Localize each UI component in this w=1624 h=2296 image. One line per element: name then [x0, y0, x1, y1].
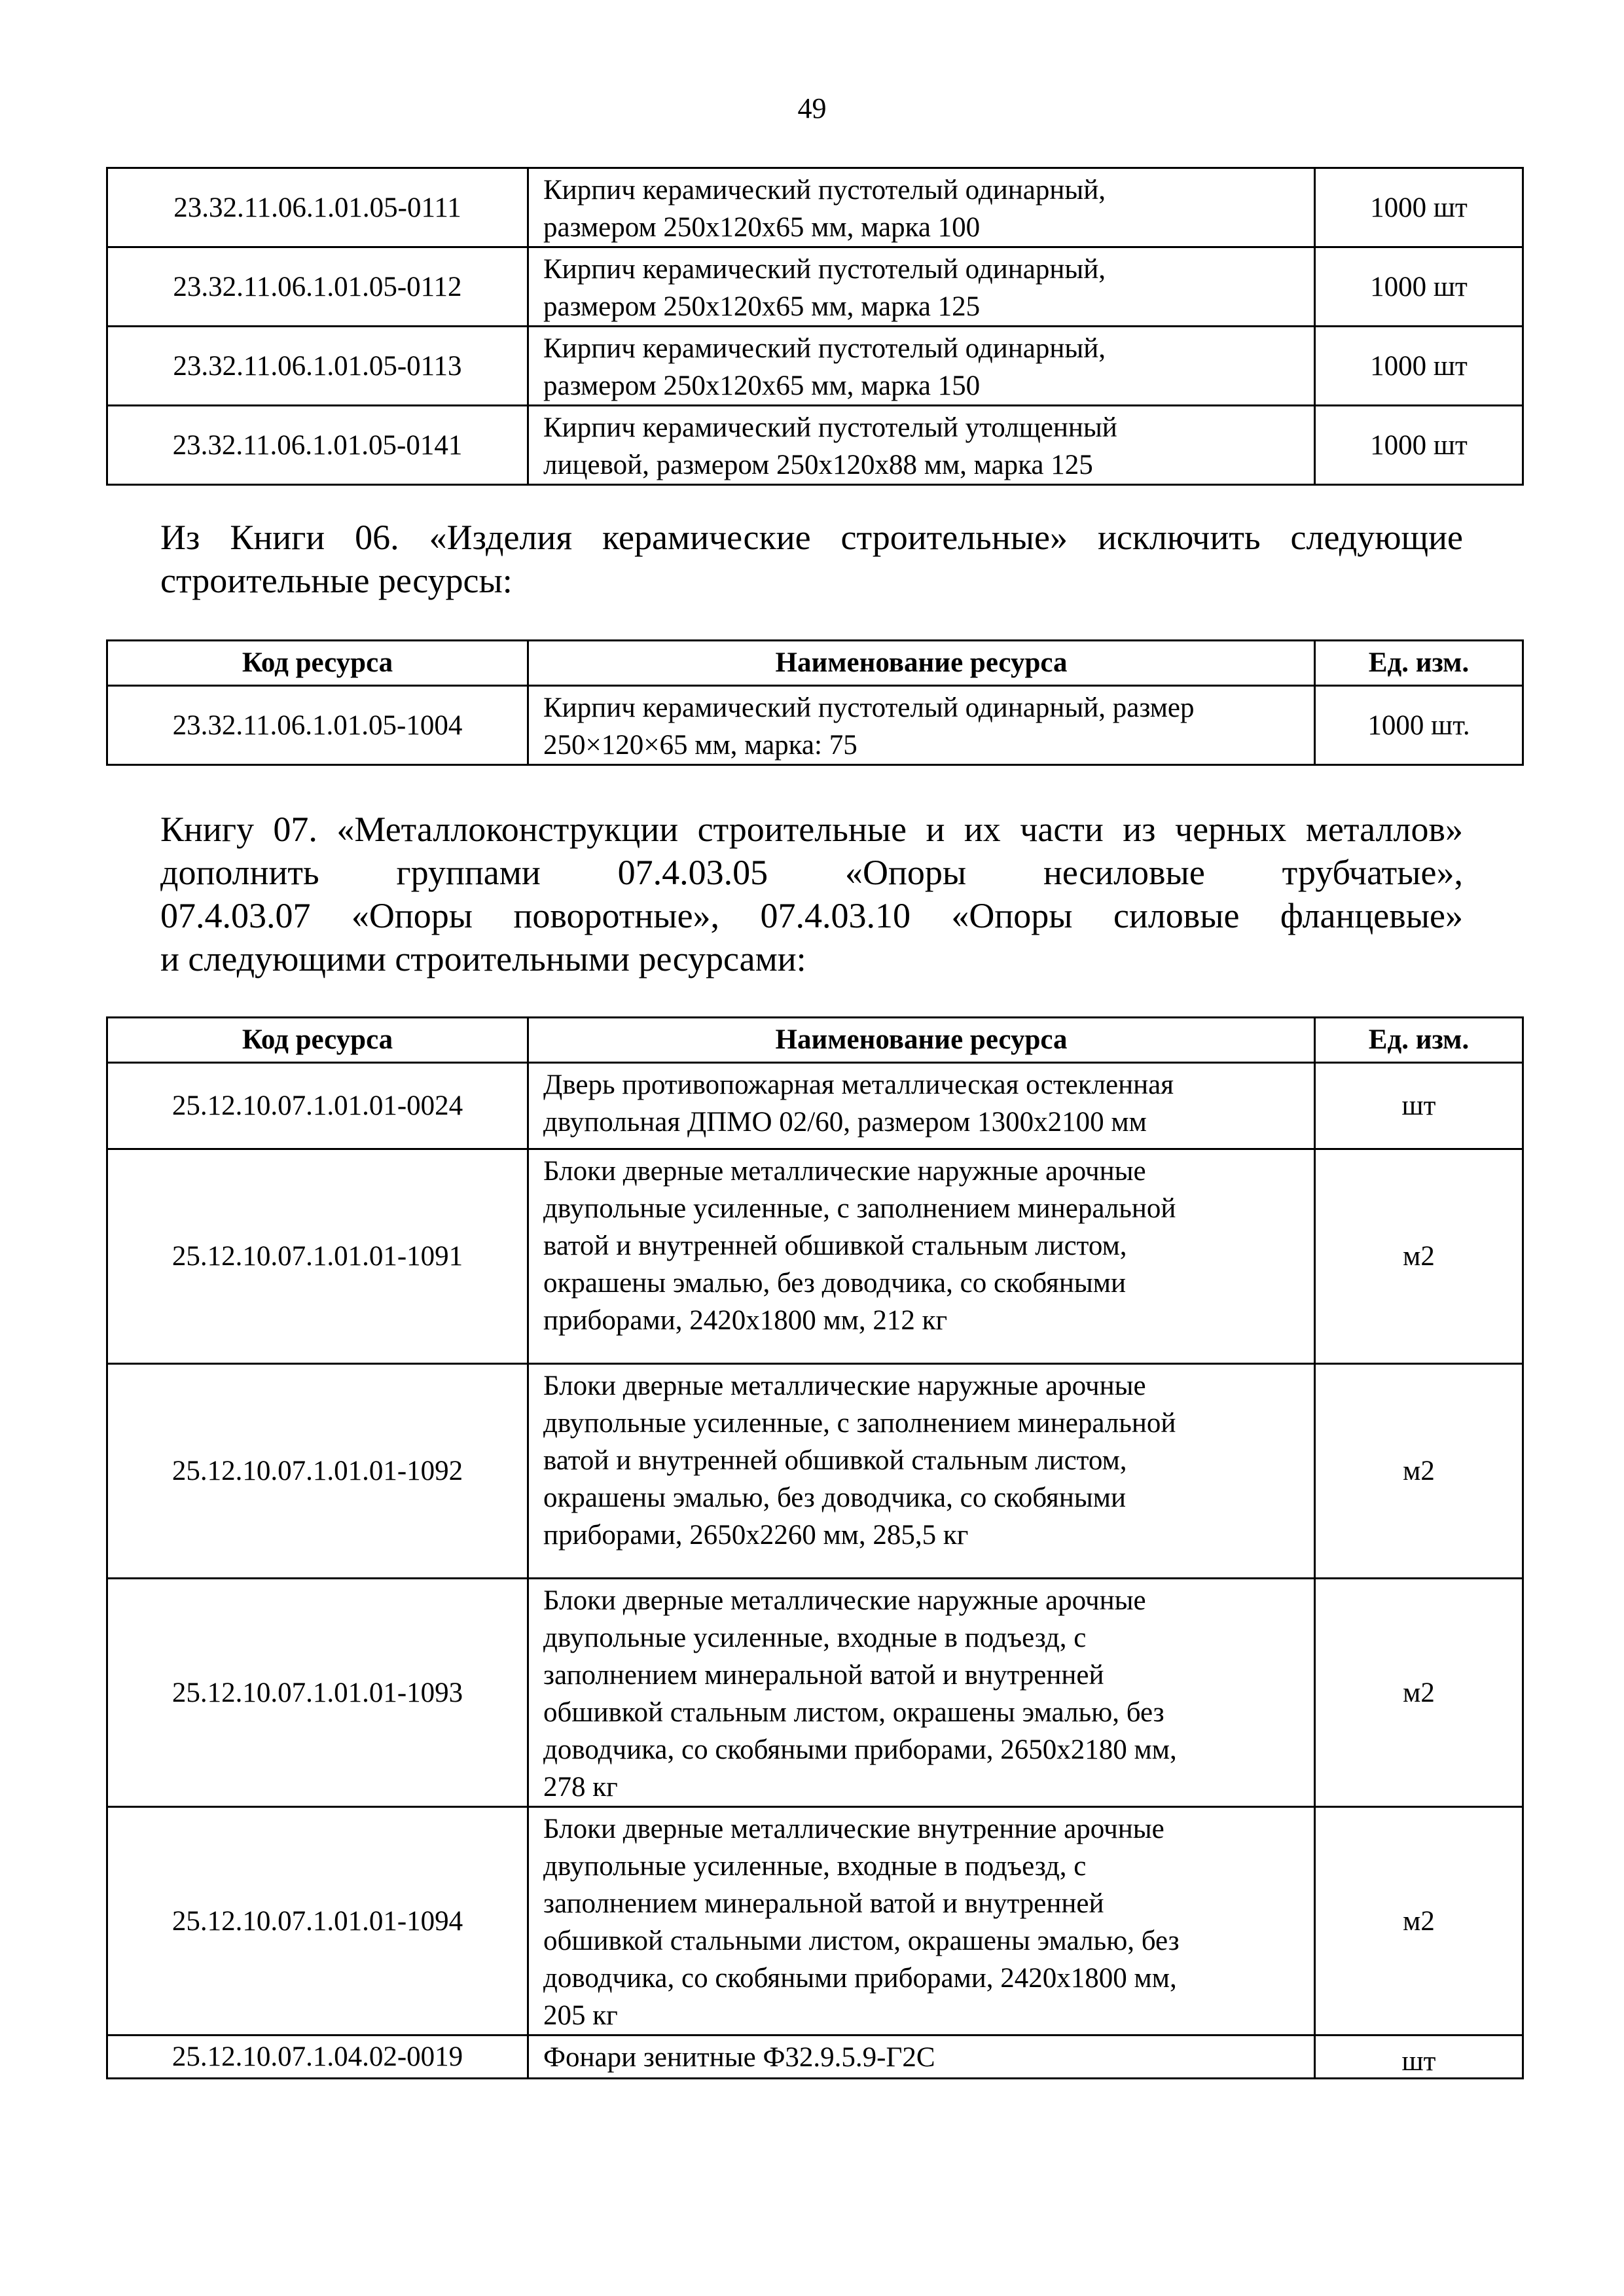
- paragraph-line: строительные ресурсы:: [160, 561, 513, 600]
- resource-name: Кирпич керамический пустотелый одинарный, размер 250×120×65 мм, марка: 75: [528, 686, 1315, 765]
- resource-name: Блоки дверные металлические наружные арочные двупольные усиленные, с заполнением минеральной ватой и внутренней обшивкой стальным листом, окрашены эмалью, без доводчика, со скобяными приборами, 2650х2260 мм, 285,5 кг: [528, 1364, 1315, 1579]
- column-header-name: Наименование ресурса: [528, 1018, 1315, 1063]
- column-header-code: Код ресурса: [107, 641, 528, 686]
- excluded-resources-table: [106, 639, 1524, 766]
- column-header-name: Наименование ресурса: [528, 641, 1315, 686]
- resource-name: Фонари зенитные Ф32.9.5.9-Г2С: [528, 2036, 1315, 2079]
- resource-name: Блоки дверные металлические наружные арочные двупольные усиленные, входные в подъезд, с заполнением минеральной ватой и внутренней обшивкой стальным листом, окрашены эмалью, без доводчика, со скобяными приборами, 2650х2180 мм, 278 кг: [528, 1579, 1315, 1807]
- resource-name: Блоки дверные металлические наружные арочные двупольные усиленные, с заполнением минеральной ватой и внутренней обшивкой стальным листом, окрашены эмалью, без доводчика, со скобяными приборами, 2420х1800 мм, 212 кг: [528, 1149, 1315, 1364]
- resource-name: Кирпич керамический пустотелый одинарный, размером 250х120х65 мм, марка 150: [528, 327, 1315, 406]
- table-row: [107, 1149, 1523, 1364]
- resource-unit: м2: [1315, 1364, 1523, 1579]
- table-row: [107, 327, 1523, 406]
- table-header-row: [107, 1018, 1523, 1063]
- table-row: [107, 2036, 1523, 2079]
- resource-name: Дверь противопожарная металлическая остекленная двупольная ДПМО 02/60, размером 1300х2100 мм: [528, 1063, 1315, 1149]
- resource-table-continued: [106, 167, 1524, 486]
- table-row: [107, 1063, 1523, 1149]
- paragraph-line: и следующими строительными ресурсами:: [160, 939, 806, 978]
- resource-code: 25.12.10.07.1.01.01-1092: [107, 1364, 528, 1579]
- resource-code: 23.32.11.06.1.01.05-0141: [107, 406, 528, 485]
- resource-name: Блоки дверные металлические внутренние арочные двупольные усиленные, входные в подъезд, с заполнением минеральной ватой и внутренней обшивкой стальными листом, окрашены эмалью, без доводчика, со скобяными приборами, 2420х1800 мм, 205 кг: [528, 1807, 1315, 2036]
- page-number: 49: [797, 92, 827, 124]
- column-header-code: Код ресурса: [107, 1018, 528, 1063]
- resource-code: 23.32.11.06.1.01.05-0112: [107, 247, 528, 327]
- resource-unit: м2: [1315, 1579, 1523, 1807]
- paragraph-line: 07.4.03.07 «Опоры поворотные», 07.4.03.10 «Опоры силовые фланцевые»: [160, 896, 1463, 935]
- resource-name: Кирпич керамический пустотелый утолщенный лицевой, размером 250х120х88 мм, марка 125: [528, 406, 1315, 485]
- column-header-unit: Ед. изм.: [1315, 1018, 1523, 1063]
- paragraph-add: [160, 808, 1463, 980]
- table-row: [107, 686, 1523, 765]
- resource-code: 25.12.10.07.1.04.02-0019: [107, 2036, 528, 2079]
- resource-code: 25.12.10.07.1.01.01-1094: [107, 1807, 528, 2036]
- resource-unit: 1000 шт: [1315, 327, 1523, 406]
- added-resources-table: [106, 1016, 1524, 2079]
- resource-code: 25.12.10.07.1.01.01-1091: [107, 1149, 528, 1364]
- table-row: [107, 168, 1523, 247]
- resource-code: 25.12.10.07.1.01.01-0024: [107, 1063, 528, 1149]
- resource-name: Кирпич керамический пустотелый одинарный, размером 250х120х65 мм, марка 100: [528, 168, 1315, 247]
- resource-code: 23.32.11.06.1.01.05-1004: [107, 686, 528, 765]
- resource-unit: 1000 шт: [1315, 406, 1523, 485]
- paragraph-line: Книгу 07. «Металлоконструкции строительные и их части из черных металлов»: [160, 810, 1463, 849]
- resource-unit: м2: [1315, 1149, 1523, 1364]
- resource-code: 23.32.11.06.1.01.05-0111: [107, 168, 528, 247]
- table-header-row: [107, 641, 1523, 686]
- resource-name: Кирпич керамический пустотелый одинарный, размером 250х120х65 мм, марка 125: [528, 247, 1315, 327]
- resource-unit: м2: [1315, 1807, 1523, 2036]
- column-header-unit: Ед. изм.: [1315, 641, 1523, 686]
- resource-unit: шт: [1315, 2036, 1523, 2079]
- paragraph-line: дополнить группами 07.4.03.05 «Опоры несиловые трубчатые»,: [160, 853, 1463, 892]
- table-row: [107, 406, 1523, 485]
- table-row: [107, 1579, 1523, 1807]
- table-row: [107, 1807, 1523, 2036]
- resource-unit: 1000 шт.: [1315, 686, 1523, 765]
- resource-code: 25.12.10.07.1.01.01-1093: [107, 1579, 528, 1807]
- paragraph-line: Из Книги 06. «Изделия керамические строительные» исключить следующие: [160, 518, 1463, 557]
- paragraph-exclude: [160, 516, 1463, 602]
- resource-unit: 1000 шт: [1315, 247, 1523, 327]
- table-row: [107, 1364, 1523, 1579]
- resource-unit: шт: [1315, 1063, 1523, 1149]
- resource-code: 23.32.11.06.1.01.05-0113: [107, 327, 528, 406]
- table-row: [107, 247, 1523, 327]
- resource-unit: 1000 шт: [1315, 168, 1523, 247]
